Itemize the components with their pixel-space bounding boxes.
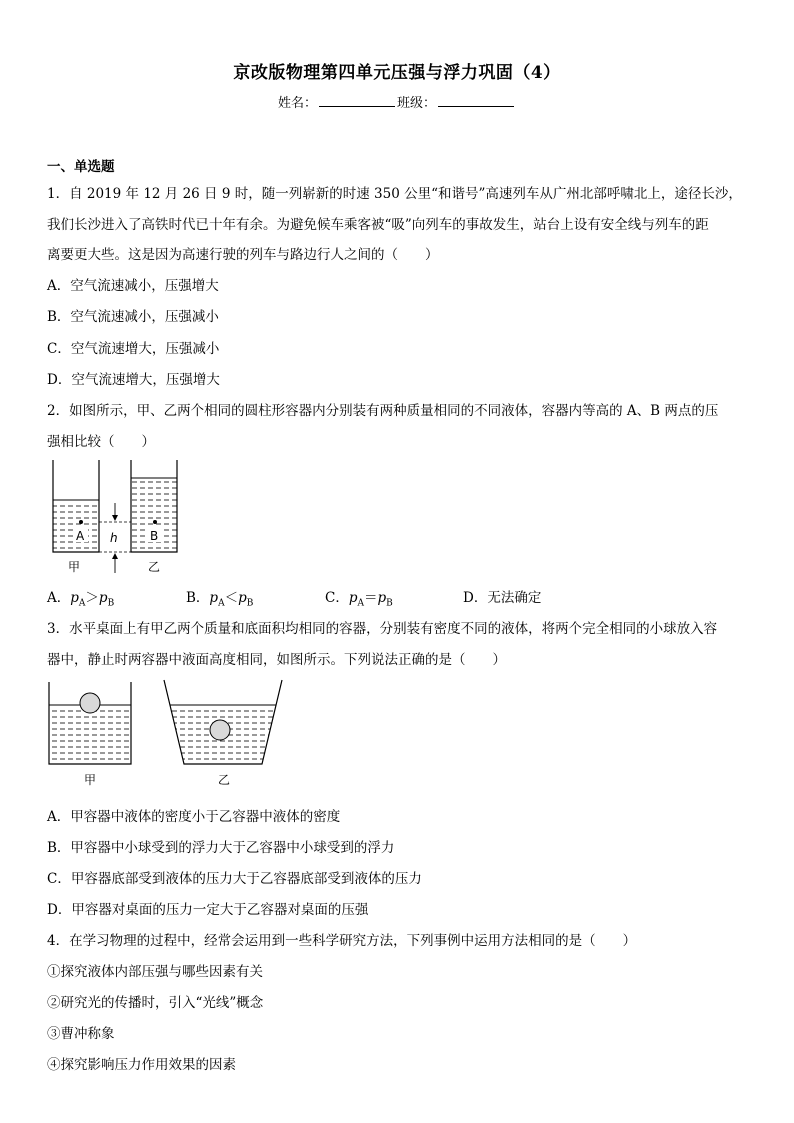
q3-option-a[interactable]: A．甲容器中液体的密度小于乙容器中液体的密度	[47, 809, 341, 825]
option-prefix: A．	[47, 590, 71, 606]
name-blank[interactable]	[319, 94, 395, 107]
q4-item-3: ③曹冲称象	[47, 1026, 115, 1042]
subscript: A	[78, 598, 86, 609]
q4-item-2: ②研究光的传播时，引入“光线”概念	[47, 995, 264, 1011]
subscript: A	[357, 598, 364, 609]
q3-option-b[interactable]: B．甲容器中小球受到的浮力大于乙容器中小球受到的浮力	[47, 840, 395, 856]
q3-option-c[interactable]: C．甲容器底部受到液体的压力大于乙容器底部受到液体的压力	[47, 871, 422, 887]
pressure-symbol: p	[209, 590, 219, 606]
q2-option-b[interactable]	[186, 586, 253, 609]
q1-option-c[interactable]: C．空气流速增大，压强减小	[47, 341, 220, 357]
q1-stem-line: 我们长沙进入了高铁时代已十年有余。为避免候车乘客被“吸”向列车的事故发生，站台上设有安全线与列车的距	[47, 217, 709, 233]
pressure-symbol: p	[377, 590, 387, 606]
q3-stem-line: 3．水平桌面上有甲乙两个质量和底面积均相同的容器，分别装有密度不同的液体，将两个完全相同的小球放入容	[47, 621, 718, 637]
pressure-symbol: p	[98, 590, 108, 606]
q2-stem-line: 强相比较（ ）	[47, 434, 155, 450]
container-yi	[164, 680, 284, 765]
ball-yi	[210, 720, 230, 740]
q3-figure	[44, 678, 284, 788]
class-label: 班级：	[397, 96, 437, 111]
q3-stem-line: 器中，静止时两容器中液面高度相同，如图所示。下列说法正确的是（ ）	[47, 652, 506, 668]
label-jia: 甲	[68, 560, 81, 574]
option-prefix: C．	[325, 590, 349, 606]
point-a-label: A	[76, 529, 85, 543]
q2-option-c[interactable]	[325, 586, 393, 609]
q1-option-d[interactable]: D．空气流速增大，压强增大	[47, 372, 220, 388]
point-b-label: B	[150, 529, 159, 543]
q1-option-a[interactable]: A．空气流速减小，压强增大	[47, 278, 219, 294]
q2-figure	[44, 455, 194, 577]
q4-item-4: ④探究影响压力作用效果的因素	[47, 1057, 236, 1073]
name-label: 姓名：	[277, 96, 317, 111]
label-yi: 乙	[218, 773, 231, 787]
label-jia: 甲	[84, 773, 97, 787]
container-jia	[49, 682, 131, 764]
comparison-operator: ＝	[364, 590, 378, 606]
label-yi: 乙	[148, 560, 161, 574]
q3-option-d[interactable]: D．甲容器对桌面的压力一定大于乙容器对桌面的压强	[47, 902, 369, 918]
section-title: 一、单选题	[47, 159, 115, 175]
class-blank[interactable]	[438, 94, 514, 107]
q2-stem-line: 2．如图所示，甲、乙两个相同的圆柱形容器内分别装有两种质量相同的不同液体，容器内等高的 A、B 两点的压	[47, 403, 719, 419]
page-title: 京改版物理第四单元压强与浮力巩固（4）	[233, 63, 561, 83]
ball-jia	[80, 693, 100, 713]
option-prefix: B．	[186, 590, 210, 606]
pressure-symbol: p	[70, 590, 79, 606]
student-info	[0, 92, 794, 111]
q2-option-a[interactable]	[47, 586, 114, 609]
q1-stem-line: 离要更大些。这是因为高速行驶的列车与路边行人之间的（ ）	[47, 247, 439, 263]
q1-stem-line: 1．自 2019 年 12 月 26 日 9 时，随一列崭新的时速 350 公里“和谐号”高速列车从广州北部呼啸北上，途径长沙，	[47, 186, 742, 202]
q2-option-d[interactable]: D．无法确定	[463, 590, 542, 606]
q4-stem: 4．在学习物理的过程中，经常会运用到一些科学研究方法，下列事例中运用方法相同的是（ ）	[47, 933, 637, 949]
comparison-operator: ＜	[224, 590, 239, 606]
pressure-symbol: p	[238, 590, 247, 606]
comparison-operator: ＞	[85, 590, 99, 606]
q1-option-b[interactable]: B．空气流速减小，压强减小	[47, 309, 219, 325]
height-label: h	[110, 531, 118, 545]
q4-item-1: ①探究液体内部压强与哪些因素有关	[47, 964, 263, 980]
subscript: B	[107, 598, 115, 609]
subscript: A	[218, 598, 225, 609]
point-a-dot	[79, 520, 83, 524]
height-indicator	[110, 503, 118, 573]
subscript: B	[386, 598, 393, 609]
pressure-symbol: p	[348, 590, 358, 606]
point-b-dot	[153, 520, 157, 524]
subscript: B	[246, 598, 254, 609]
